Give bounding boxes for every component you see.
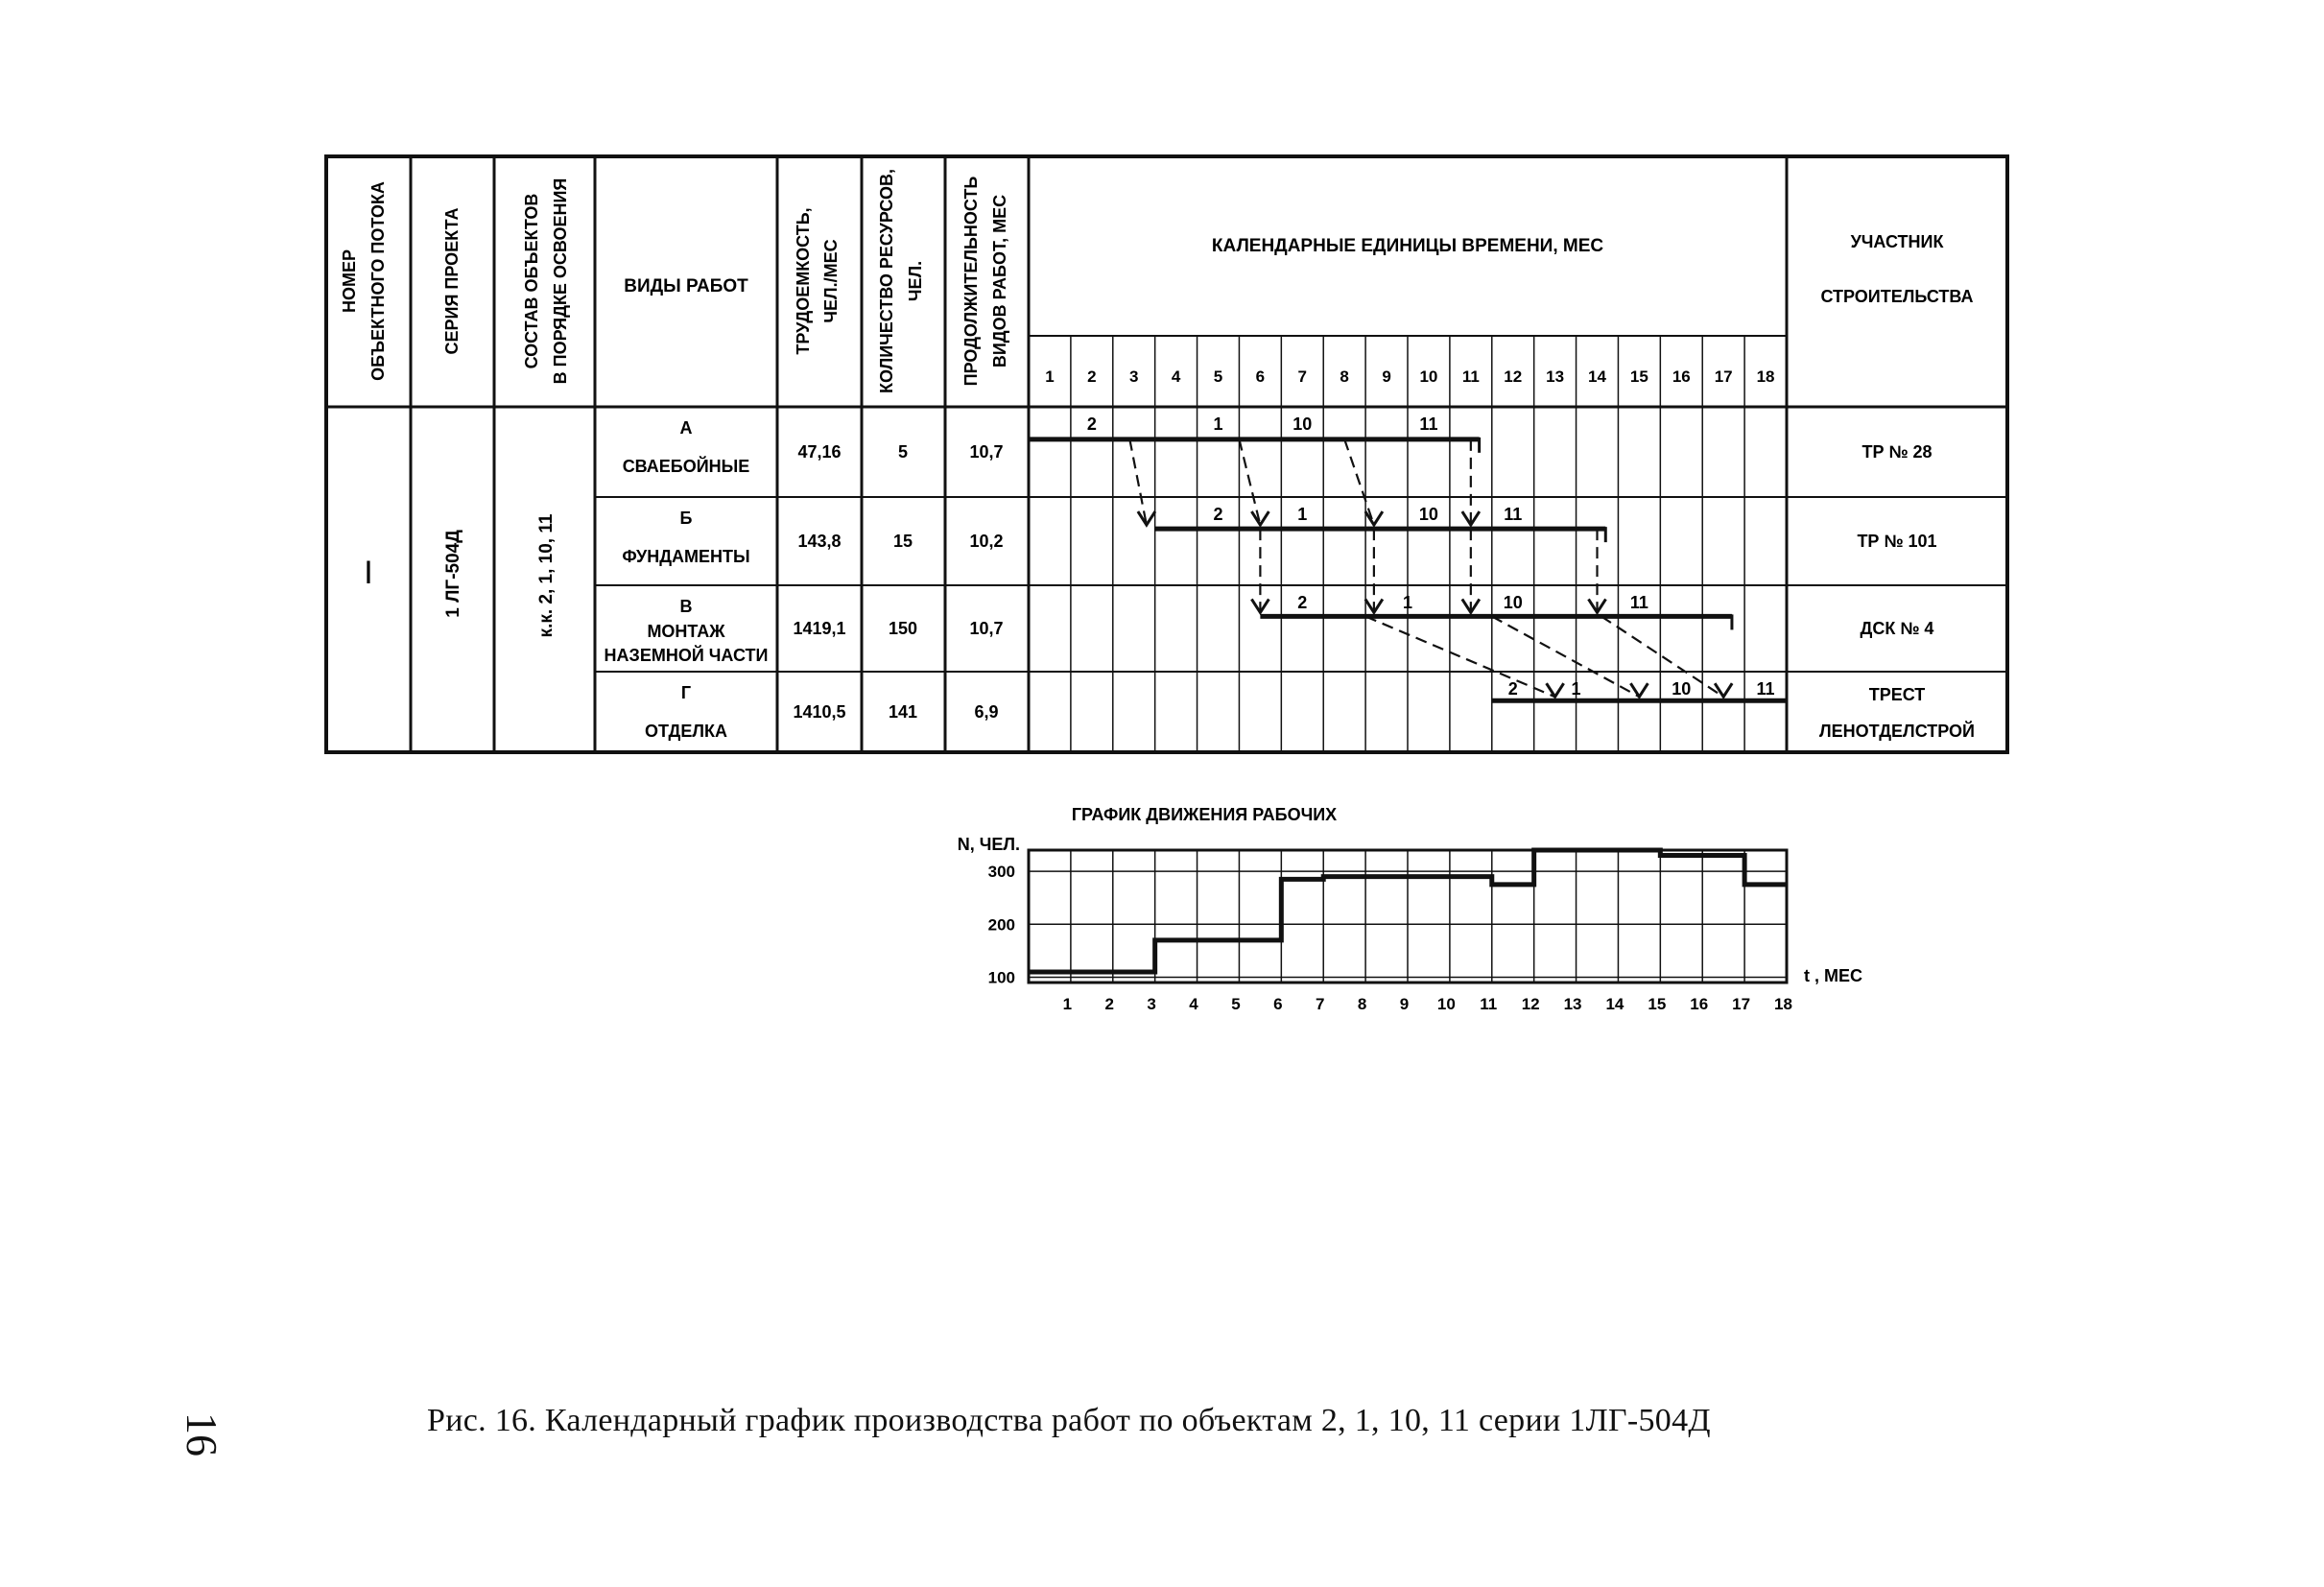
- month-label: 12: [1504, 367, 1523, 386]
- work-resources: 5: [897, 442, 909, 462]
- work-participant: ДСК № 4: [1860, 619, 1934, 638]
- page-number: 16: [178, 1412, 226, 1457]
- work-letter: Б: [679, 509, 693, 528]
- month-label: 14: [1588, 367, 1606, 386]
- dependency-arrow: [1715, 683, 1732, 697]
- work-name: СВАЕБОЙНЫЕ: [622, 457, 750, 476]
- workforce-x-tick: 11: [1480, 995, 1498, 1013]
- month-label: 6: [1255, 367, 1266, 386]
- object-label: 1: [1297, 505, 1308, 524]
- workforce-y-ticks: [988, 863, 1015, 986]
- table-frame: [326, 156, 2007, 752]
- header-calendar: КАЛЕНДАРНЫЕ ЕДИНИЦЫ ВРЕМЕНИ, МЕС: [1211, 236, 1604, 256]
- work-labor: 47,16: [797, 442, 842, 462]
- work-resources: 15: [892, 532, 913, 551]
- month-label: 18: [1756, 367, 1775, 386]
- work-letter: А: [679, 418, 693, 438]
- object-label: 11: [1756, 679, 1775, 699]
- month-label: 16: [1672, 367, 1691, 386]
- workforce-x-tick: 10: [1436, 995, 1456, 1013]
- month-label: 4: [1171, 367, 1181, 386]
- object-label: 11: [1504, 505, 1523, 524]
- header-labor-1: ТРУДОЕМКОСТЬ,: [794, 207, 813, 355]
- header-objects-1: СОСТАВ ОБЪЕКТОВ: [522, 193, 541, 369]
- object-label: 2: [1213, 505, 1223, 524]
- object-label: 2: [1297, 593, 1308, 612]
- workforce-x-tick: 3: [1147, 995, 1156, 1013]
- work-name: ФУНДАМЕНТЫ: [622, 547, 750, 566]
- work-participant: ТР № 101: [1857, 532, 1937, 551]
- object-label: 1: [1571, 679, 1581, 699]
- workforce-x-tick: 18: [1774, 995, 1792, 1013]
- workforce-x-tick: 15: [1648, 995, 1667, 1013]
- workforce-y-label: N, ЧЕЛ.: [957, 835, 1020, 854]
- workforce-x-tick: 7: [1315, 995, 1325, 1013]
- workforce-y-tick: 200: [987, 915, 1015, 935]
- workforce-x-tick: 6: [1273, 995, 1283, 1013]
- workforce-x-tick: 5: [1231, 995, 1241, 1013]
- workforce-x-tick: 2: [1104, 995, 1115, 1013]
- figure-caption: Рис. 16. Календарный график производства работ по объектам 2, 1, 10, 11 серии 1ЛГ-504Д: [427, 1403, 1711, 1438]
- workforce-x-tick: 9: [1399, 995, 1410, 1013]
- object-label: 11: [1629, 593, 1648, 612]
- work-resources: 141: [888, 702, 918, 722]
- object-label: 10: [1503, 593, 1523, 612]
- work-name: МОНТАЖ: [647, 622, 725, 641]
- work-labor: 143,8: [797, 532, 842, 551]
- flow-number: I: [364, 555, 373, 591]
- work-labor: 1419,1: [793, 619, 846, 638]
- month-label: 3: [1128, 367, 1139, 386]
- month-label: 2: [1087, 367, 1097, 386]
- dependency-arrow: [1251, 511, 1269, 525]
- work-name: ОТДЕЛКА: [645, 722, 727, 741]
- month-label: 1: [1045, 367, 1055, 386]
- dependency-link: [1601, 616, 1723, 697]
- object-label: 10: [1292, 415, 1313, 434]
- workforce-grid: [1029, 850, 1787, 983]
- dependency-link: [1344, 439, 1374, 525]
- workforce-x-tick: 16: [1690, 995, 1709, 1013]
- workforce-x-tick: 12: [1521, 995, 1540, 1013]
- header-labor-2: ЧЕЛ./МЕС: [821, 239, 841, 323]
- header-work-types: ВИДЫ РАБОТ: [624, 276, 748, 296]
- project-series: 1 ЛГ-504Д: [443, 530, 463, 618]
- schedule-table: [326, 156, 2007, 752]
- dependency-arrow: [1138, 511, 1155, 525]
- dependency-arrow: [1547, 683, 1564, 697]
- work-participant: ТР № 28: [1862, 442, 1933, 462]
- dependency-arrow: [1630, 683, 1648, 697]
- workforce-x-tick: 1: [1062, 995, 1073, 1013]
- work-name: НАЗЕМНОЙ ЧАСТИ: [604, 646, 769, 665]
- header-flow-number-1: НОМЕР: [340, 249, 359, 314]
- month-label: 5: [1213, 367, 1223, 386]
- month-label: 9: [1382, 367, 1391, 386]
- work-resources: 150: [888, 619, 918, 638]
- object-label: 2: [1086, 415, 1097, 434]
- work-participant: ЛЕНОТДЕЛСТРОЙ: [1819, 722, 1975, 741]
- object-label: 11: [1419, 415, 1438, 434]
- workforce-x-tick: 17: [1732, 995, 1751, 1013]
- dependency-arrow: [1365, 511, 1383, 525]
- month-label: 15: [1629, 367, 1648, 386]
- workforce-chart: [958, 805, 1862, 1013]
- header-flow-number-2: ОБЪЕКТНОГО ПОТОКА: [368, 181, 388, 381]
- workforce-x-label: t , МЕС: [1804, 966, 1862, 985]
- object-label: 10: [1418, 505, 1438, 524]
- dependency-links: [1129, 439, 1732, 697]
- workforce-chart-title: ГРАФИК ДВИЖЕНИЯ РАБОЧИХ: [1071, 805, 1338, 824]
- object-label: 10: [1672, 679, 1692, 699]
- workforce-x-tick: 13: [1563, 995, 1582, 1013]
- work-duration: 10,2: [969, 532, 1004, 551]
- work-letter: В: [679, 597, 693, 616]
- work-duration: 6,9: [974, 702, 999, 722]
- header-duration-2: ВИДОВ РАБОТ, МЕС: [990, 194, 1009, 368]
- header-resources-2: ЧЕЛ.: [906, 260, 925, 302]
- header-participant-2: СТРОИТЕЛЬСТВА: [1820, 287, 1974, 306]
- work-labor: 1410,5: [793, 702, 846, 722]
- header-objects-2: В ПОРЯДКЕ ОСВОЕНИЯ: [551, 178, 570, 385]
- work-participant: ТРЕСТ: [1868, 685, 1926, 704]
- object-label: 2: [1507, 679, 1518, 699]
- workforce-x-tick: 4: [1189, 995, 1198, 1013]
- header-duration-1: ПРОДОЛЖИТЕЛЬНОСТЬ: [961, 176, 981, 387]
- workforce-x-tick: 8: [1357, 995, 1367, 1013]
- work-duration: 10,7: [969, 442, 1004, 462]
- header-series: СЕРИЯ ПРОЕКТА: [442, 207, 462, 355]
- month-label: 10: [1419, 367, 1438, 386]
- month-label: 17: [1714, 367, 1733, 386]
- month-label: 7: [1297, 367, 1308, 386]
- workforce-y-tick: 300: [987, 863, 1015, 882]
- work-duration: 10,7: [969, 619, 1004, 638]
- header-participant-1: УЧАСТНИК: [1850, 232, 1944, 251]
- object-label: 1: [1213, 415, 1223, 434]
- workforce-y-tick: 100: [987, 968, 1015, 987]
- object-label: 1: [1402, 593, 1413, 612]
- month-label: 13: [1546, 367, 1565, 386]
- dependency-link: [1365, 616, 1555, 697]
- workforce-x-ticks: [1063, 995, 1792, 1013]
- work-letter: Г: [680, 683, 692, 702]
- dependency-link: [1239, 439, 1260, 525]
- month-label: 11: [1461, 367, 1480, 386]
- header-resources-1: КОЛИЧЕСТВО РЕСУРСОВ,: [877, 169, 896, 393]
- object-list: к.к. 2, 1, 10, 11: [536, 513, 557, 638]
- month-label: 8: [1340, 367, 1349, 386]
- workforce-x-tick: 14: [1605, 995, 1624, 1013]
